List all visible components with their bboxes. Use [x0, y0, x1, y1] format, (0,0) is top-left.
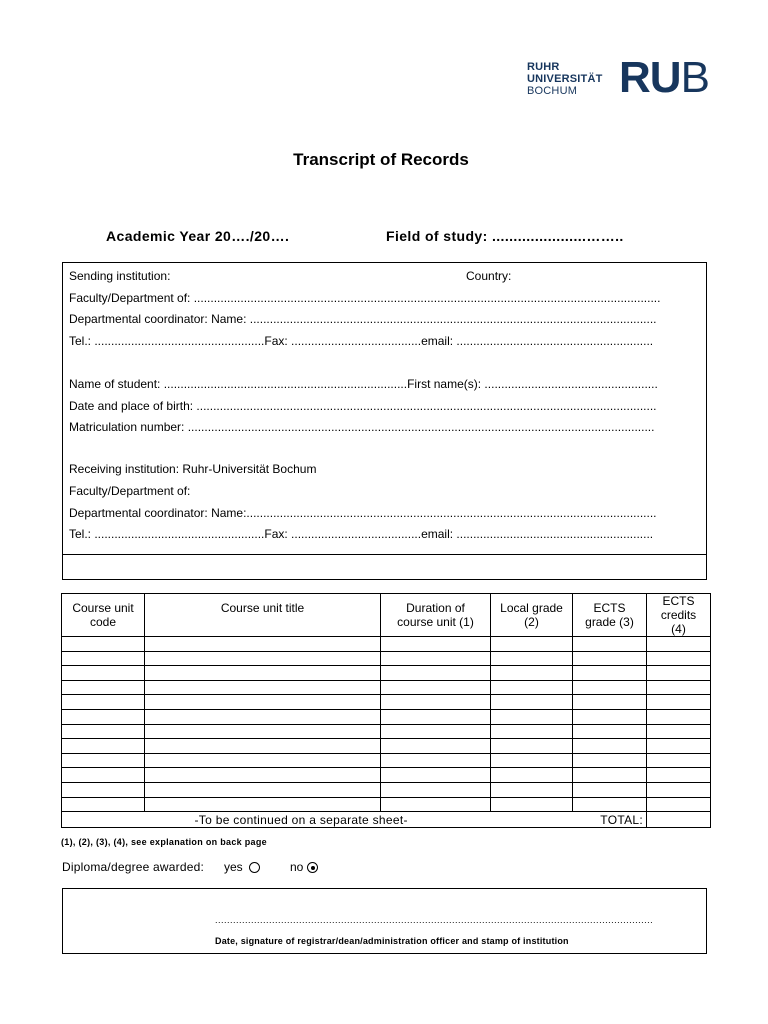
table-row	[62, 637, 711, 652]
table-cell[interactable]	[647, 782, 711, 797]
table-cell[interactable]	[573, 724, 647, 739]
table-cell[interactable]	[491, 724, 573, 739]
table-row	[62, 695, 711, 710]
table-cell[interactable]	[381, 724, 491, 739]
table-row	[62, 651, 711, 666]
table-cell[interactable]	[62, 709, 145, 724]
table-cell[interactable]	[647, 651, 711, 666]
table-cell[interactable]	[62, 666, 145, 681]
table-cell[interactable]	[62, 768, 145, 783]
explanation-note: (1), (2), (3), (4), see explanation on back page	[61, 837, 267, 847]
table-header-row	[62, 594, 711, 637]
table-cell[interactable]	[573, 666, 647, 681]
diploma-yes-option[interactable]	[224, 860, 243, 874]
table-cell[interactable]	[381, 739, 491, 754]
table-cell[interactable]	[145, 709, 381, 724]
table-cell[interactable]	[62, 637, 145, 652]
table-cell[interactable]	[573, 637, 647, 652]
header-course-unit-title: Course unit title	[145, 594, 381, 637]
table-row	[62, 724, 711, 739]
logo-line-universitaet: UNIVERSITÄT	[527, 73, 603, 85]
table-cell[interactable]	[491, 753, 573, 768]
table-cell[interactable]	[145, 797, 381, 812]
table-cell[interactable]	[381, 637, 491, 652]
header-course-unit-code: Course unit code	[62, 594, 145, 637]
table-row	[62, 680, 711, 695]
table-footer-row	[62, 812, 711, 828]
sending-faculty-field[interactable]: Faculty/Department of: ............................................................................................................................................	[69, 291, 661, 305]
table-cell[interactable]	[573, 782, 647, 797]
table-cell[interactable]	[647, 768, 711, 783]
table-cell[interactable]	[573, 753, 647, 768]
table-cell[interactable]	[145, 666, 381, 681]
table-cell[interactable]	[145, 739, 381, 754]
table-cell[interactable]	[573, 680, 647, 695]
table-cell[interactable]	[145, 724, 381, 739]
header-duration: Duration of course unit (1)	[381, 594, 491, 637]
header-ects-credits: ECTS credits (4)	[647, 594, 711, 637]
table-cell[interactable]	[491, 797, 573, 812]
header-ects-grade: ECTS grade (3)	[573, 594, 647, 637]
table-cell[interactable]	[62, 680, 145, 695]
table-cell[interactable]	[491, 782, 573, 797]
diploma-no-option[interactable]	[290, 860, 303, 874]
table-cell[interactable]	[491, 768, 573, 783]
table-cell[interactable]	[491, 637, 573, 652]
logo-mark-ru: RU	[619, 53, 681, 102]
table-cell[interactable]	[647, 666, 711, 681]
table-cell[interactable]	[647, 695, 711, 710]
signature-line[interactable]: ..................................................................................................................................................	[215, 915, 654, 925]
sending-coordinator-field[interactable]: Departmental coordinator: Name: ..........................................................................................................................	[69, 312, 657, 326]
table-cell[interactable]	[62, 724, 145, 739]
yes-radio-icon[interactable]	[249, 862, 260, 873]
table-cell[interactable]	[647, 739, 711, 754]
sending-institution-field[interactable]: Sending institution:	[69, 269, 171, 283]
table-cell[interactable]	[573, 768, 647, 783]
table-cell[interactable]	[647, 680, 711, 695]
receiving-contact-field[interactable]: Tel.: ...................................................Fax: .......................................email: ...........................................................	[69, 527, 654, 541]
table-cell[interactable]	[381, 797, 491, 812]
student-name-field[interactable]: Name of student: .........................................................................First name(s): ....................................................	[69, 377, 658, 391]
total-label: TOTAL:	[600, 812, 643, 827]
receiving-institution-label: Receiving institution: Ruhr-Universität Bochum	[69, 462, 317, 476]
table-cell[interactable]	[647, 637, 711, 652]
table-cell[interactable]	[381, 753, 491, 768]
table-row	[62, 768, 711, 783]
table-cell[interactable]	[145, 637, 381, 652]
table-cell[interactable]	[62, 782, 145, 797]
info-box-divider	[62, 554, 707, 555]
table-cell[interactable]	[62, 753, 145, 768]
matriculation-field[interactable]: Matriculation number: ............................................................................................................................................	[69, 420, 655, 434]
no-radio-selected-icon[interactable]	[307, 862, 318, 873]
table-cell[interactable]	[381, 666, 491, 681]
table-row	[62, 709, 711, 724]
table-cell[interactable]	[491, 695, 573, 710]
table-cell[interactable]	[573, 695, 647, 710]
signature-caption: Date, signature of registrar/dean/administration officer and stamp of institution	[215, 936, 569, 946]
table-cell[interactable]	[145, 651, 381, 666]
country-field[interactable]: Country:	[466, 269, 512, 283]
table-row	[62, 782, 711, 797]
diploma-label: Diploma/degree awarded:	[62, 860, 205, 874]
table-row	[62, 753, 711, 768]
table-cell[interactable]	[647, 797, 711, 812]
university-name-logo	[527, 61, 603, 97]
logo-line-ruhr: RUHR	[527, 61, 560, 73]
table-cell[interactable]	[491, 709, 573, 724]
table-cell[interactable]	[145, 753, 381, 768]
receiving-coordinator-field[interactable]: Departmental coordinator: Name:...........................................................................................................................	[69, 506, 657, 520]
table-row	[62, 666, 711, 681]
table-cell[interactable]	[491, 651, 573, 666]
table-cell[interactable]	[62, 695, 145, 710]
table-cell[interactable]	[573, 797, 647, 812]
table-cell[interactable]	[381, 680, 491, 695]
table-cell[interactable]	[62, 739, 145, 754]
table-cell[interactable]	[381, 709, 491, 724]
table-cell[interactable]	[491, 680, 573, 695]
table-cell[interactable]	[381, 768, 491, 783]
academic-year-field[interactable]: Academic Year 20…./20….	[106, 228, 290, 244]
logo-line-bochum: BOCHUM	[527, 85, 578, 97]
table-cell[interactable]	[573, 739, 647, 754]
table-cell[interactable]	[62, 651, 145, 666]
table-cell[interactable]	[491, 666, 573, 681]
table-cell[interactable]	[145, 782, 381, 797]
table-cell[interactable]	[381, 695, 491, 710]
table-cell[interactable]	[62, 797, 145, 812]
table-cell[interactable]	[573, 651, 647, 666]
courses-table	[61, 593, 711, 828]
table-row	[62, 739, 711, 754]
logo-mark-b: B	[680, 53, 709, 102]
table-row	[62, 797, 711, 812]
table-cell[interactable]	[647, 724, 711, 739]
total-credits-cell[interactable]	[647, 812, 711, 828]
table-cell[interactable]	[381, 651, 491, 666]
field-of-study-field[interactable]: Field of study: ......................……..	[386, 228, 624, 244]
table-cell[interactable]	[145, 768, 381, 783]
table-cell[interactable]	[573, 709, 647, 724]
table-cell[interactable]	[381, 782, 491, 797]
yes-label: yes	[224, 860, 243, 874]
table-cell[interactable]	[491, 739, 573, 754]
receiving-faculty-field[interactable]: Faculty/Department of:	[69, 484, 191, 498]
sending-contact-field[interactable]: Tel.: ...................................................Fax: .......................................email: ...........................................................	[69, 334, 654, 348]
document-title: Transcript of Records	[293, 150, 469, 169]
table-cell[interactable]	[647, 709, 711, 724]
birth-field[interactable]: Date and place of birth: ..........................................................................................................................................	[69, 399, 657, 413]
table-cell[interactable]	[145, 680, 381, 695]
no-label: no	[290, 860, 304, 874]
header-local-grade: Local grade (2)	[491, 594, 573, 637]
table-cell[interactable]	[647, 753, 711, 768]
table-cell[interactable]	[145, 695, 381, 710]
continued-note: -To be continued on a separate sheet- TOTAL:	[62, 812, 647, 828]
rub-logo-mark	[619, 53, 709, 103]
